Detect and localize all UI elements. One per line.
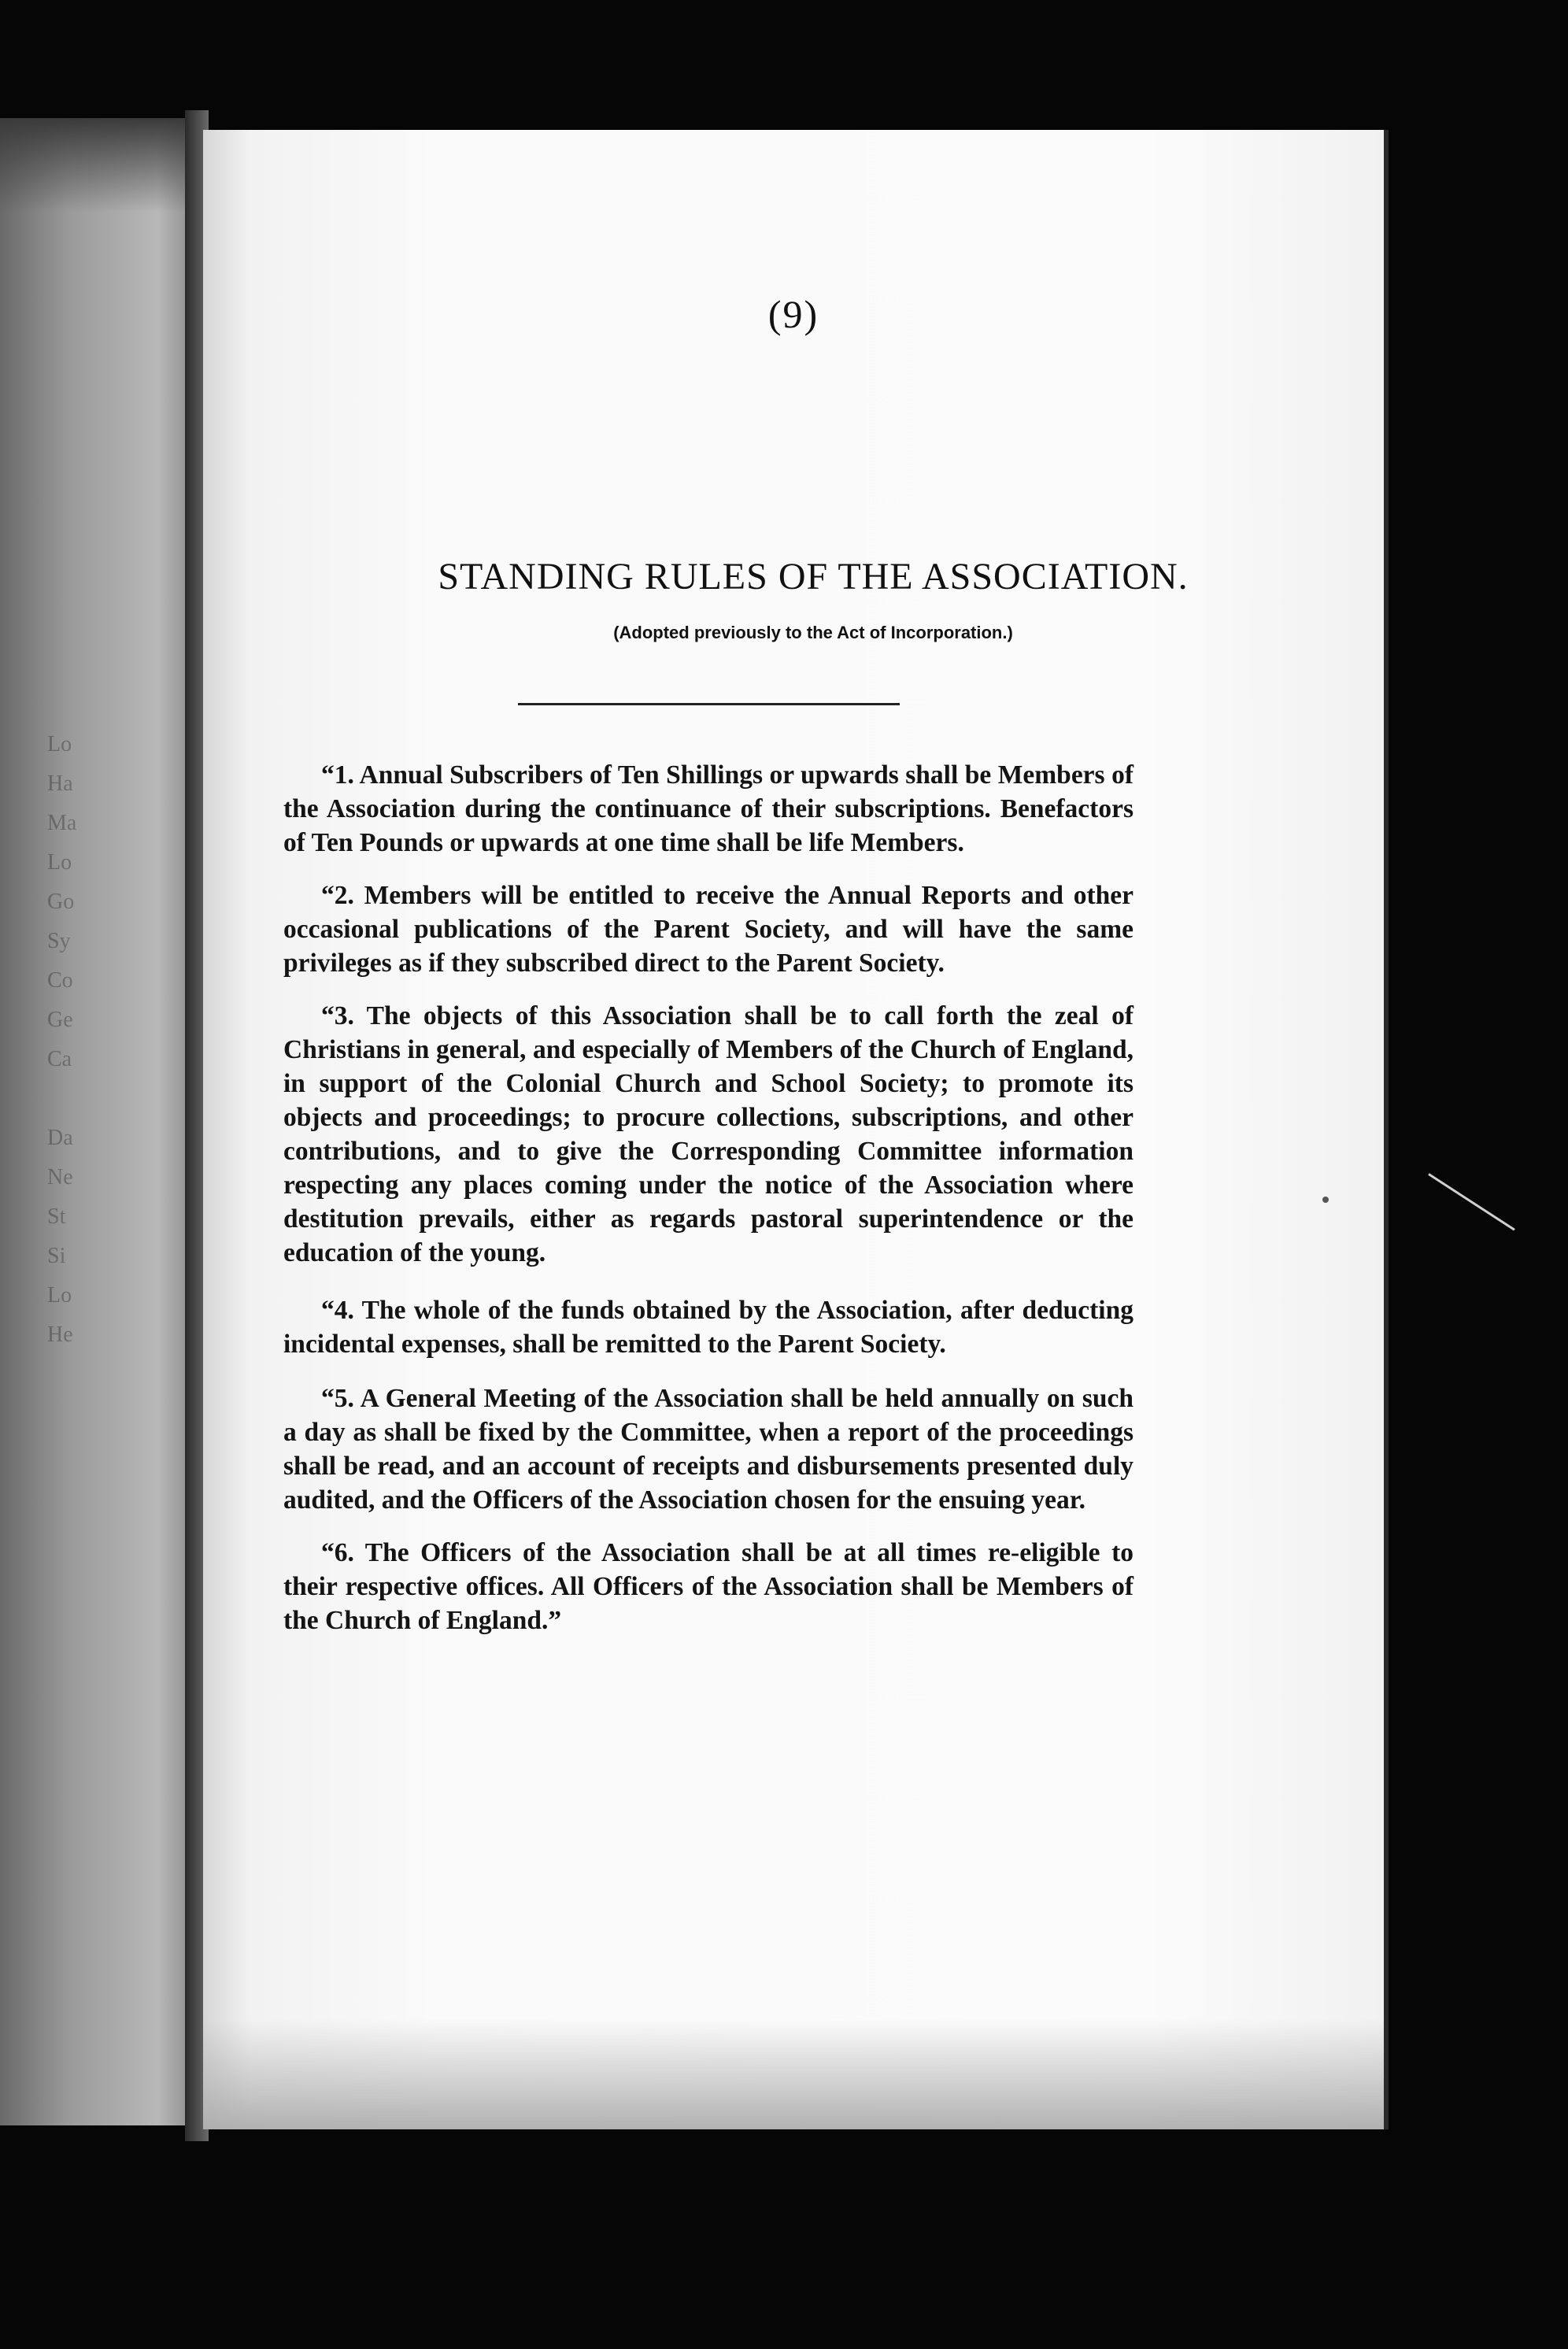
rule-2: “2. Members will be entitled to receive the Annual Reports and other occasional publications of the Parent Society, and will have the same privileges as if they subscribed direct to the Parent Society. <box>283 881 1133 978</box>
rule-1: “1. Annual Subscribers of Ten Shillings or upwards shall be Members of the Association during the continuance of their subscriptions. Benefactors of Ten Pounds or upwards at one time shall be life Members. <box>283 760 1133 857</box>
page <box>203 130 1384 2129</box>
left-page-bleed-text: Lo Ha Ma Lo Go Sy Co Ge Ca Da Ne St Si Lo He <box>47 732 77 1347</box>
page-bottom-shadow <box>203 2019 1384 2129</box>
rule-3: “3. The objects of this Association shall be to call forth the zeal of Christians in general, and especially of Members of the Church of England, in support of the Colonial Church and School Society; to promote its objects and proceedings; to procure collections, subscriptions, and other contributions, and to give the Corresponding Committee information respecting any places coming under the notice of the Association where destitution prevails, either as regards pastoral superintendence or the education of the young. <box>283 1001 1133 1267</box>
title-divider <box>518 703 900 705</box>
rule-6: “6. The Officers of the Association shall be at all times re-eligible to their respective offices. All Officers of the Association shall be Members of the Church of England.” <box>283 1538 1133 1635</box>
rules-list <box>283 758 1133 1656</box>
rule-4: “4. The whole of the funds obtained by the Association, after deducting incidental expenses, shall be remitted to the Parent Society. <box>283 1296 1133 1359</box>
page-subtitle: (Adopted previously to the Act of Incorporation.) <box>613 623 1013 642</box>
page-number: (9) <box>767 292 819 336</box>
dust-speck <box>1322 1197 1329 1203</box>
rule-5: “5. A General Meeting of the Association shall be held annually on such a day as shall be fixed by the Committee, when a report of the proceedings shall be read, and an account of receipts and disbursements presented duly audited, and the Officers of the Association chosen for the ensuing year. <box>283 1384 1133 1515</box>
stray-hair <box>1428 1173 1515 1230</box>
page-title: STANDING RULES OF THE ASSOCIATION. <box>438 556 1189 597</box>
